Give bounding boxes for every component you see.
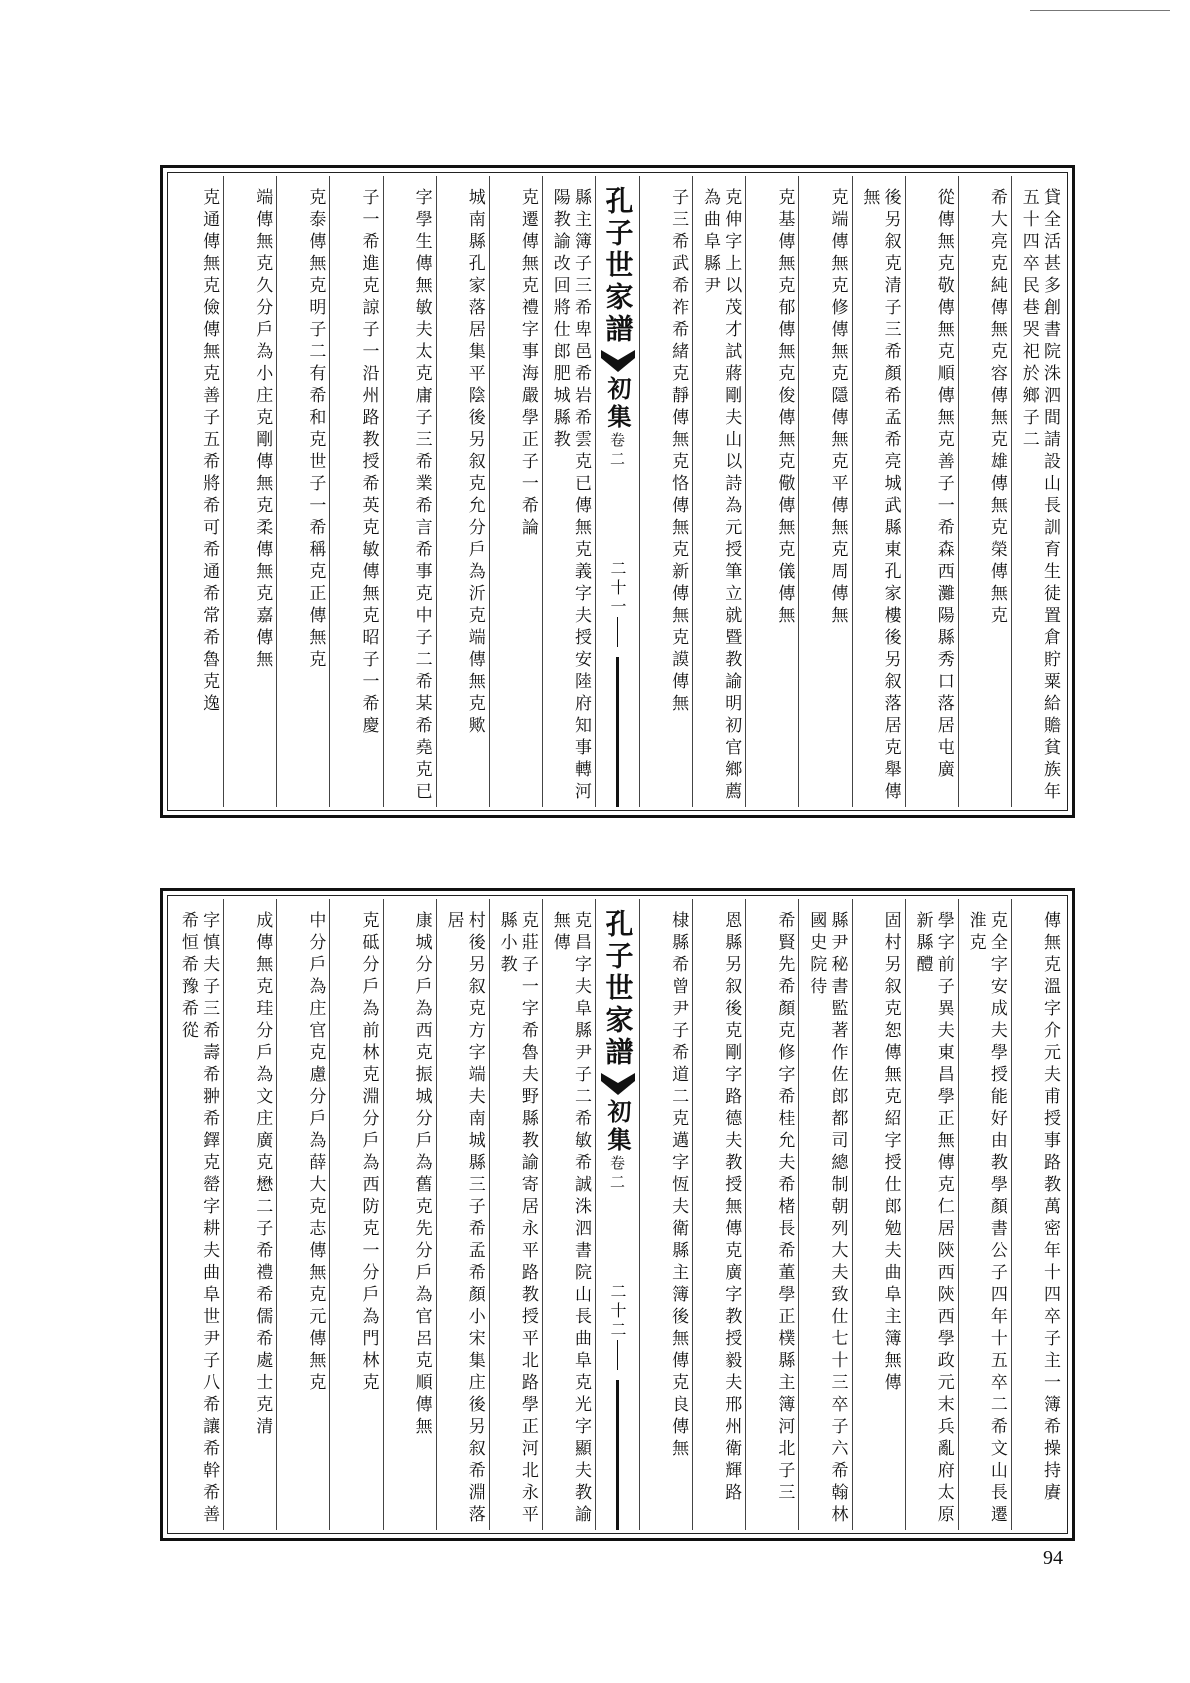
text-column: 縣主簿子三希卑邑希岩希雲克已傳無克義字夫授安陸府知事轉河陽教諭改回將仕郎肥城縣教 — [543, 176, 596, 807]
center-fold — [596, 176, 640, 807]
lower-columns — [171, 899, 1064, 1530]
fold-rule — [616, 657, 619, 807]
text-column: 縣尹秘書監著作佐郎都司總制朝列大夫致仕七十三卒子六希翰林國史院待 — [799, 899, 852, 1530]
book-title: 孔子世家譜 — [601, 909, 635, 1069]
text-column: 恩縣另叙後克剛字路德夫教授無傳克廣字教授毅夫邢州衛輝路 — [693, 899, 746, 1530]
volume-label: 初集 — [603, 1099, 632, 1155]
text-column: 希大亮克純傳無克容傳無克雄傳無克榮傳無克 — [959, 176, 1012, 807]
text-column: 端傳無克久分戶為小庄克剛傳無克柔傳無克嘉傳無 — [224, 176, 277, 807]
text-column: 成傳無克珪分戶為文庄廣克懋二子希禮希儒希處士克清 — [224, 899, 277, 1530]
text-column: 子一希進克諒子一沿州路教授希英克敏傳無克昭子一希慶 — [330, 176, 383, 807]
text-column: 克砥分戶為前林克淵分戶為西防克一分戶為門林克 — [330, 899, 383, 1530]
juan-label: 卷二 — [608, 1155, 626, 1193]
text-column: 學字前子異夫東昌學正無傳克仁居陝西陝西學政元末兵亂府太原新縣醴 — [906, 899, 959, 1530]
text-column: 希賢先希顏克修字希桂允夫希楮長希董學正樸縣主簿河北子三 — [746, 899, 799, 1530]
text-column: 克全字安成夫學授能好由教學顏書公子四年十五卒二希文山長遷淮克 — [959, 899, 1012, 1530]
text-column: 康城分戶為西克振城分戶為舊克先分戶為官呂克順傳無 — [384, 899, 437, 1530]
text-column: 子三希武希祚希緒克靜傳無克恪傳無克新傳無克謨傳無 — [640, 176, 693, 807]
fold-rule-thin — [617, 617, 618, 647]
text-column: 克伸字上以茂才試蔣剛夫山以詩為元授筆立就暨教諭明初官鄉薦為曲阜縣尹 — [693, 176, 746, 807]
text-column: 中分戶為庄官克慮分戶為薛大克志傳無克元傳無克 — [277, 899, 330, 1530]
volume-label: 初集 — [603, 376, 632, 432]
fishtail-mark-icon — [601, 1073, 635, 1095]
text-column: 克基傳無克郁傳無克俊傳無克儆傳無克儀傳無 — [746, 176, 799, 807]
text-column: 克遷傳無克禮字事海嚴學正子一希論 — [490, 176, 543, 807]
folio-number: 二十一 — [608, 560, 627, 617]
text-column: 城南縣孔家落居集平陰後另叙克允分戶為沂克端傳無克歟 — [437, 176, 490, 807]
folio-number: 二十二 — [608, 1283, 627, 1340]
fishtail-mark-icon — [601, 350, 635, 372]
text-column: 克昌字夫阜縣尹子二希敏希誠洙泗書院山長曲阜克光字顯夫教諭無傳 — [543, 899, 596, 1530]
fold-rule — [616, 1380, 619, 1530]
top-rule — [1030, 10, 1170, 11]
text-column: 固村另叙克恕傳無克紹字授仕郎勉夫曲阜主簿無傳 — [853, 899, 906, 1530]
text-column: 傳無克溫字介元夫甫授事路教萬密年十四卒子主一簿希操持賡 — [1040, 911, 1060, 1505]
text-column: 克端傳無克修傳無克隱傳無克平傳無克周傳無 — [799, 176, 852, 807]
text-column: 字慎夫子三希壽希翀希鐸克罃字耕夫曲阜世尹子八希讓希幹希善希恒希豫希從 — [171, 899, 224, 1530]
juan-label: 卷二 — [608, 432, 626, 470]
text-column: 後另叙克清子三希顏希孟希亮城武縣東孔家樓後另叙落居克舉傳無 — [853, 176, 906, 807]
text-column: 字學生傳無敏夫太克庸子三希業希言希事克中子二希某希堯克已 — [384, 176, 437, 807]
text-column: 貸全活甚多創書院洙泗間請設山長訓育生徒置倉貯粟給贍貧族年五十四卒民巷哭祀於鄉子二 — [1018, 188, 1060, 804]
lower-page-panel — [160, 888, 1075, 1541]
text-column: 克通傳無克儉傳無克善子五希將希可希通希常希魯克逸 — [171, 176, 224, 807]
text-column: 克莊子一字希魯夫野縣教諭寄居永平路教授平北路學正河北永平縣小教 — [490, 899, 543, 1530]
upper-page-panel — [160, 165, 1075, 818]
page-number: 94 — [1043, 1547, 1063, 1569]
fold-rule-thin — [617, 1340, 618, 1370]
center-fold — [596, 899, 640, 1530]
book-title: 孔子世家譜 — [601, 186, 635, 346]
text-column: 從傳無克敬傳無克順傳無克善子一希森西灘陽縣秀口落居屯廣 — [906, 176, 959, 807]
text-column: 棣縣希曾尹子希道二克邁字恆夫衛縣主簿後無傳克良傳無 — [640, 899, 693, 1530]
upper-columns — [171, 176, 1064, 807]
text-column: 克泰傳無克明子二有希和克世子一希稱克正傳無克 — [277, 176, 330, 807]
text-column: 村後另叙克方字端夫南城縣三子希孟希顏小宋集庄後另叙希淵落居 — [437, 899, 490, 1530]
